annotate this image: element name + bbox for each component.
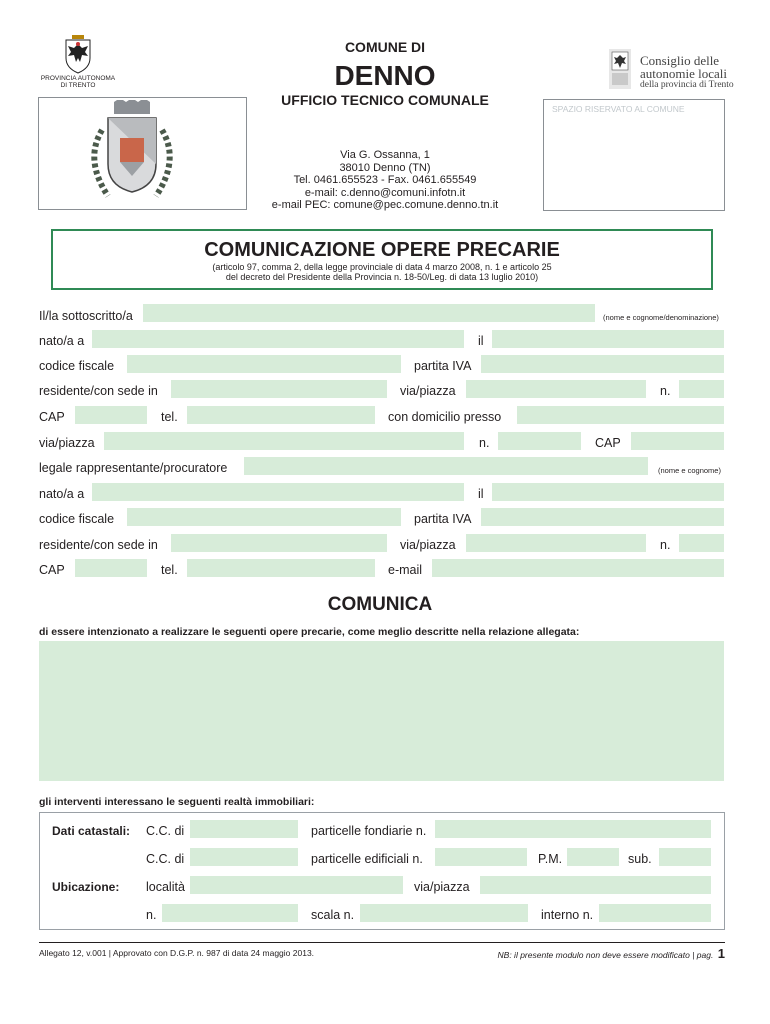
cc-2-label: C.C. di xyxy=(146,852,185,866)
sub-field[interactable] xyxy=(659,848,711,866)
domicilio-label: con domicilio presso xyxy=(388,410,502,424)
legale-tel-field[interactable] xyxy=(187,559,375,577)
address-line: e-mail PEC: comune@pec.comune.denno.tn.it xyxy=(271,199,499,211)
council-logo-text xyxy=(640,54,734,91)
nome-cognome-note: (nome e cognome) xyxy=(658,466,721,475)
description-textarea[interactable] xyxy=(39,641,724,781)
dati-catastali-label: Dati catastali: xyxy=(52,824,131,838)
province-label-1: PROVINCIA AUTONOMA xyxy=(40,75,116,82)
scala-label: scala n. xyxy=(311,908,355,922)
domicilio-via-field[interactable] xyxy=(104,432,464,450)
il-label: il xyxy=(478,334,484,348)
legale-piva-label: partita IVA xyxy=(414,512,472,526)
domicilio-n-label: n. xyxy=(479,436,490,450)
pm-label: P.M. xyxy=(538,852,563,866)
address-line: e-mail: c.denno@comuni.infotn.it xyxy=(304,186,466,199)
council-line-3: della provincia di Trento xyxy=(640,80,734,90)
title-subtitle-2: del decreto del Presidente della Provincia n. 18-50/Leg. di data 13 luglio 2010) xyxy=(225,272,539,282)
legale-cf-field[interactable] xyxy=(127,508,401,526)
nato-field[interactable] xyxy=(92,330,464,348)
tel-field[interactable] xyxy=(187,406,375,424)
ubicazione-label: Ubicazione: xyxy=(52,880,120,894)
council-eagle-icon xyxy=(609,49,631,89)
legale-nato-label: nato/a a xyxy=(39,487,85,501)
footer-left: Allegato 12, v.001 | Approvato con D.G.P. n. 987 di data 24 maggio 2013. xyxy=(39,948,315,958)
interno-label: interno n. xyxy=(541,908,594,922)
domicilio-n-field[interactable] xyxy=(498,432,581,450)
comunica-text: di essere intenzionato a realizzare le seguenti opere precarie, come meglio descritte nella relazione allegata: xyxy=(39,626,580,638)
tel-label: tel. xyxy=(161,410,178,424)
nato-label: nato/a a xyxy=(39,334,85,348)
ubicazione-n-label: n. xyxy=(146,908,157,922)
legale-via-field[interactable] xyxy=(466,534,646,552)
ubicazione-via-label: via/piazza xyxy=(414,880,470,894)
province-label-2: DI TRENTO xyxy=(60,82,96,89)
ubicazione-via-field[interactable] xyxy=(480,876,711,894)
council-line-2: autonomie locali xyxy=(640,66,728,81)
title-subtitle-1: (articolo 97, comma 2, della legge provinciale di data 4 marzo 2008, n. 1 e articolo 25 xyxy=(212,262,552,272)
domicilio-via-label: via/piazza xyxy=(39,436,95,450)
il-field[interactable] xyxy=(492,330,724,348)
address-block xyxy=(240,149,530,212)
legale-field[interactable] xyxy=(244,457,648,475)
legale-cap-label: CAP xyxy=(39,563,65,577)
sottoscritto-label: Il/la sottoscritto/a xyxy=(39,309,133,323)
domicilio-cap-label: CAP xyxy=(595,436,621,450)
edificiali-field[interactable] xyxy=(435,848,527,866)
comune-di-label: COMUNE DI xyxy=(344,39,426,55)
legale-residente-label: residente/con sede in xyxy=(39,538,158,552)
page-title: COMUNICAZIONE OPERE PRECARIE xyxy=(204,239,560,261)
cap-field[interactable] xyxy=(75,406,147,424)
legale-cap-field[interactable] xyxy=(75,559,147,577)
office-label: UFFICIO TECNICO COMUNALE xyxy=(281,92,489,108)
cc-label: C.C. di xyxy=(146,824,185,838)
legale-via-label: via/piazza xyxy=(400,538,456,552)
legale-n-label: n. xyxy=(660,538,671,552)
legale-nato-field[interactable] xyxy=(92,483,464,501)
codice-fiscale-field[interactable] xyxy=(127,355,401,373)
comunica-heading: COMUNICA xyxy=(327,594,433,615)
numero-field[interactable] xyxy=(679,380,724,398)
cap-label: CAP xyxy=(39,410,65,424)
residente-field[interactable] xyxy=(171,380,387,398)
legale-label: legale rappresentante/procuratore xyxy=(39,461,228,475)
page-number: 1 xyxy=(717,946,725,961)
legale-tel-label: tel. xyxy=(161,563,178,577)
codice-fiscale-label: codice fiscale xyxy=(39,359,115,373)
denno-coat-of-arms-icon xyxy=(76,100,186,206)
interno-field[interactable] xyxy=(599,904,711,922)
domicilio-field[interactable] xyxy=(517,406,724,424)
legale-residente-field[interactable] xyxy=(171,534,387,552)
partita-iva-field[interactable] xyxy=(481,355,724,373)
reserved-space-box xyxy=(543,99,725,211)
scala-field[interactable] xyxy=(360,904,528,922)
address-line: Tel. 0461.655523 - Fax. 0461.655549 xyxy=(293,174,477,186)
interventi-text: gli interventi interessano le seguenti realtà immobiliari: xyxy=(39,796,315,808)
sub-label: sub. xyxy=(628,852,652,866)
nome-note: (nome e cognome/denominazione) xyxy=(603,313,719,322)
edificiali-label: particelle edificiali n. xyxy=(311,852,423,866)
legale-n-field[interactable] xyxy=(679,534,724,552)
legale-il-field[interactable] xyxy=(492,483,724,501)
pm-field[interactable] xyxy=(567,848,619,866)
fondiarie-label: particelle fondiarie n. xyxy=(311,824,427,838)
via-piazza-label: via/piazza xyxy=(400,384,456,398)
legale-cf-label: codice fiscale xyxy=(39,512,115,526)
cc-2-field[interactable] xyxy=(190,848,298,866)
town-name: DENNO xyxy=(334,60,436,91)
email-field[interactable] xyxy=(432,559,724,577)
cc-field[interactable] xyxy=(190,820,298,838)
address-line: Via G. Ossanna, 1 xyxy=(340,149,430,161)
reserved-space-label: SPAZIO RISERVATO AL COMUNE xyxy=(552,104,685,114)
council-line-1: Consiglio delle xyxy=(640,53,720,68)
trento-eagle-icon xyxy=(62,34,94,74)
legale-il-label: il xyxy=(478,487,484,501)
footer-right xyxy=(498,945,725,963)
fondiarie-field[interactable] xyxy=(435,820,711,838)
footer-divider xyxy=(39,942,725,943)
domicilio-cap-field[interactable] xyxy=(631,432,724,450)
localita-label: località xyxy=(146,880,185,894)
title-box xyxy=(51,229,713,290)
localita-field[interactable] xyxy=(190,876,403,894)
numero-label: n. xyxy=(660,384,671,398)
sottoscritto-field[interactable] xyxy=(143,304,595,322)
residente-label: residente/con sede in xyxy=(39,384,158,398)
legale-piva-field[interactable] xyxy=(481,508,724,526)
partita-iva-label: partita IVA xyxy=(414,359,472,373)
email-label: e-mail xyxy=(388,563,423,577)
via-piazza-field[interactable] xyxy=(466,380,646,398)
ubicazione-n-field[interactable] xyxy=(162,904,298,922)
footer-note: NB: il presente modulo non deve essere modificato | pag. xyxy=(497,950,714,960)
address-line: 38010 Denno (TN) xyxy=(339,161,431,174)
